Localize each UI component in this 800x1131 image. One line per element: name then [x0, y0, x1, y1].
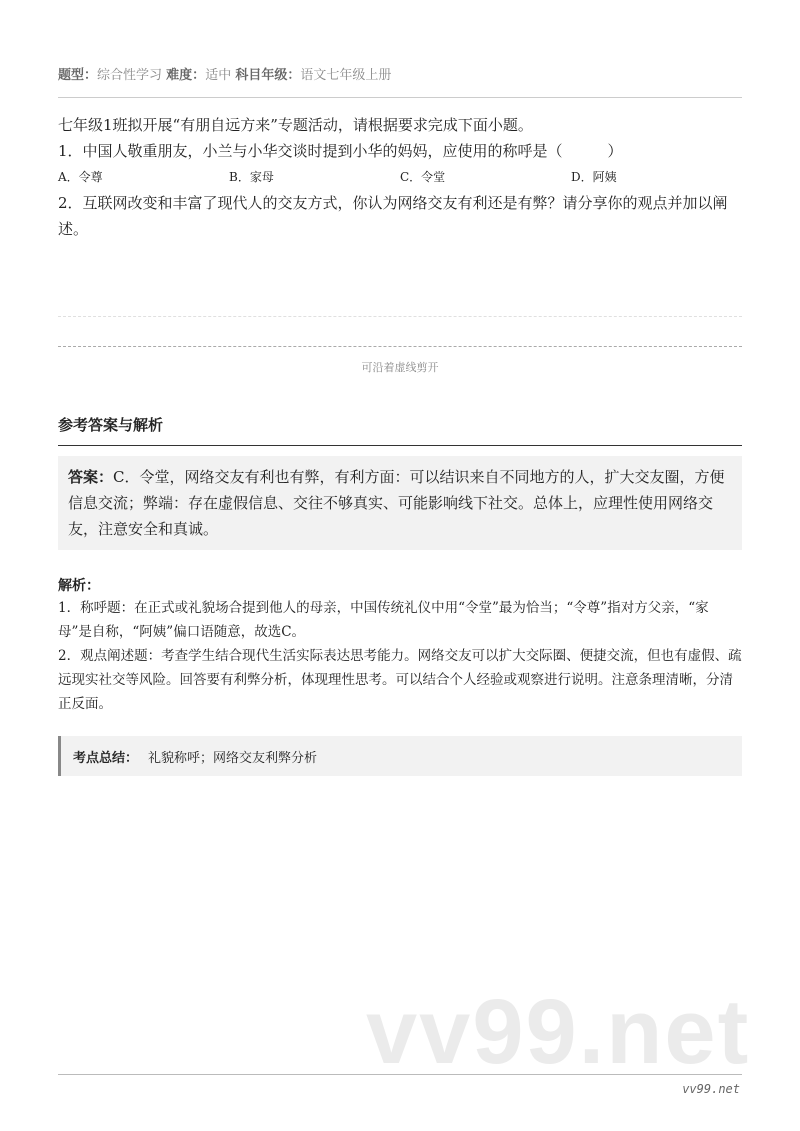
options-row [58, 164, 742, 190]
footer-divider [58, 1074, 742, 1075]
watermark: vv99.net [366, 981, 751, 1083]
grade-label: 科目年级： [235, 68, 301, 83]
type-label: 题型： [58, 68, 98, 83]
analysis-label: 解析： [58, 578, 100, 594]
analysis-block [58, 576, 742, 716]
option-b: B．家母 [229, 170, 274, 184]
question-block [58, 112, 742, 242]
cut-label: 可沿着虚线剪开 [361, 361, 439, 374]
question-2: 2．互联网改变和丰富了现代人的交友方式，你认为网络交友有利还是有弊？请分享你的观点并加以阐述。 [58, 194, 728, 238]
difficulty-label: 难度： [166, 68, 206, 83]
option-c: C．令堂 [400, 170, 446, 184]
answer-text: C．令堂，网络交友有利也有弊，有利方面：可以结识来自不同地方的人，扩大交友圈，方便信息交流；弊端：存在虚假信息、交往不够真实、可能影响线下社交。总体上，应理性使用网络交友，注意安全和真诚。 [68, 468, 725, 538]
answer-label: 答案： [68, 468, 114, 486]
difficulty-value: 适中 [205, 68, 232, 83]
summary-text: 礼貌称呼；网络交友利弊分析 [148, 750, 318, 766]
summary-label: 考点总结： [73, 750, 139, 766]
question-intro: 七年级1班拟开展“有朋自远方来”专题活动，请根据要求完成下面小题。 [58, 116, 533, 134]
question-1: 1．中国人敬重朋友，小兰与小华交谈时提到小华的妈妈，应使用的称呼是（ ） [58, 142, 623, 160]
analysis-item-1: 1．称呼题：在正式或礼貌场合提到他人的母亲，中国传统礼仪中用“令堂”最为恰当；“令尊”指对方父亲，“家母”是自称，“阿姨”偏口语随意，故选C。 [58, 600, 709, 640]
footer-site: vv99.net [682, 1082, 740, 1096]
cut-lines [58, 316, 742, 375]
question-meta [58, 64, 742, 98]
dashed-divider-light [58, 316, 742, 317]
answer-section-title: 参考答案与解析 [58, 414, 742, 446]
dashed-divider-cut [58, 346, 742, 347]
answer-box [58, 456, 742, 550]
type-value: 综合性学习 [97, 68, 163, 83]
analysis-item-2: 2．观点阐述题：考查学生结合现代生活实际表达思考能力。网络交友可以扩大交际圈、便捷交流，但也有虚假、疏远现实社交等风险。回答要有利弊分析，体现理性思考。可以结合个人经验或观察进行说明。注意条理清晰，分清正反面。 [58, 648, 742, 712]
option-a: A．令尊 [58, 170, 103, 184]
grade-value: 语文七年级上册 [300, 68, 392, 83]
option-d: D．阿姨 [571, 170, 617, 184]
summary-box [58, 736, 742, 776]
